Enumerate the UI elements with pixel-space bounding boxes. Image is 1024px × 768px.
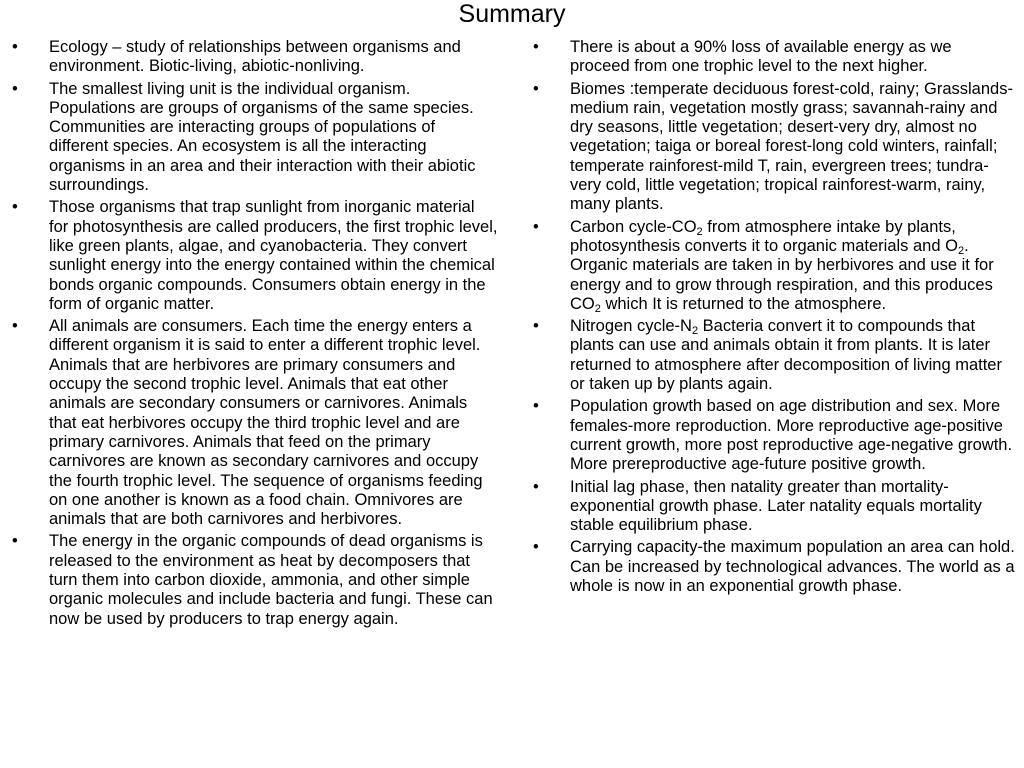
bullet-icon: • xyxy=(533,397,539,416)
bullet-text: Those organisms that trap sunlight from inorganic material for photosynthesis are called producers, the first trophic level, like green plants, algae, and cyanobacteria. They convert sunlight energy into the energy contained within the chemical bonds organic compounds. Consumers obtain energy in the form of organic matter. xyxy=(49,198,498,313)
text-segment: from atmosphere intake by plants, photosynthesis converts it to organic materials and O xyxy=(570,217,958,255)
text-segment: Bacteria convert it to compounds that plants can use and animals obtain it from plants. It is later returned to atmosphere after decomposition of living matter or taken up by plants again. xyxy=(570,317,1002,394)
text-segment: Nitrogen cycle-N xyxy=(570,317,692,336)
bullet-text: Carrying capacity-the maximum population an area can hold. Can be increased by technological advances. The world as a whole is now in an exponential growth phase. xyxy=(570,538,1015,596)
right-bullet-list xyxy=(533,38,1015,599)
bullet-item xyxy=(12,80,498,196)
subscript: 2 xyxy=(696,225,703,238)
text-segment: which It is returned to the atmosphere. xyxy=(600,294,887,313)
subscript: 2 xyxy=(957,244,965,257)
bullet-item xyxy=(12,317,498,529)
bullet-icon: • xyxy=(12,79,18,98)
slide-title: Summary xyxy=(458,0,566,28)
bullet-text: There is about a 90% loss of available energy as we proceed from one trophic level to the next higher. xyxy=(570,38,952,76)
text-segment: . Organic materials are taken in by herbivores and use it for energy and to grow through respiration, and this produces CO xyxy=(570,236,994,313)
text-segment: Carbon cycle-CO xyxy=(570,217,697,236)
bullet-item xyxy=(12,532,498,628)
bullet-text: All animals are consumers. Each time the energy enters a different organism it is said to enter a different trophic level. Animals that are herbivores are primary consumers and occupy the second trophic level. Animals that eat other animals are secondary consumers or carnivores. Animals that eat herbivores occupy the third trophic level and are primary carnivores. Animals that feed on the primary carnivores are known as secondary carnivores and occupy the fourth trophic level. The sequence of organisms feeding on one another is known as a food chain. Omnivores are animals that are both carnivores and herbivores. xyxy=(49,317,483,529)
bullet-text: The smallest living unit is the individual organism. Populations are groups of organisms of the same species. Communities are interacting groups of populations of different species. An ecosystem is all the interacting organisms in an area and their interaction with their abiotic surroundings. xyxy=(49,79,476,195)
bullet-icon: • xyxy=(12,198,18,217)
bullet-item xyxy=(533,80,1015,215)
bullet-item xyxy=(533,317,1015,394)
bullet-item xyxy=(12,198,498,314)
bullet-icon: • xyxy=(533,317,539,336)
bullet-item xyxy=(533,478,1015,536)
bullet-icon: • xyxy=(12,317,18,336)
bullet-icon: • xyxy=(12,38,18,56)
bullet-icon: • xyxy=(533,79,539,98)
bullet-icon: • xyxy=(533,217,539,236)
bullet-item xyxy=(12,38,498,77)
bullet-text: Initial lag phase, then natality greater than mortality- exponential growth phase. Later natality equals mortality stable equilibrium phase. xyxy=(570,477,982,535)
bullet-text: Biomes :temperate deciduous forest-cold, rainy; Grasslands-medium rain, vegetation mostly grass; savannah-rainy and dry seasons, little vegetation; desert-very dry, almost no vegetation; taiga or boreal forest-long cold winters, rainfall; temperate rainforest-mild T, rain, evergreen trees; tundra-very cold, little vegetation; tropical rainforest-warm, rainy, many plants. xyxy=(570,79,1013,214)
bullet-text xyxy=(570,218,994,313)
bullet-text xyxy=(570,317,1002,393)
left-bullet-list xyxy=(12,38,498,632)
bullet-text: Ecology – study of relationships between organisms and environment. Biotic-living, abiotic-nonliving. xyxy=(49,38,461,76)
subscript: 2 xyxy=(691,325,699,338)
bullet-text: Population growth based on age distribution and sex. More females-more reproduction. More reproductive age-positive current growth, more post reproductive age-negative growth. More prereproductive age-future positive growth. xyxy=(570,397,1013,474)
bullet-icon: • xyxy=(533,38,539,56)
bullet-text: The energy in the organic compounds of dead organisms is released to the environment as heat by decomposers that turn them into carbon dioxide, ammonia, and other simple organic molecules and include bacteria and fungi. These can now be used by producers to trap energy again. xyxy=(49,532,493,628)
bullet-item xyxy=(533,218,1015,314)
bullet-item xyxy=(533,538,1015,596)
bullet-item xyxy=(533,397,1015,474)
bullet-icon: • xyxy=(533,538,539,557)
subscript: 2 xyxy=(594,302,601,315)
bullet-item xyxy=(533,38,1015,77)
bullet-icon: • xyxy=(12,532,18,551)
bullet-icon: • xyxy=(533,477,539,496)
